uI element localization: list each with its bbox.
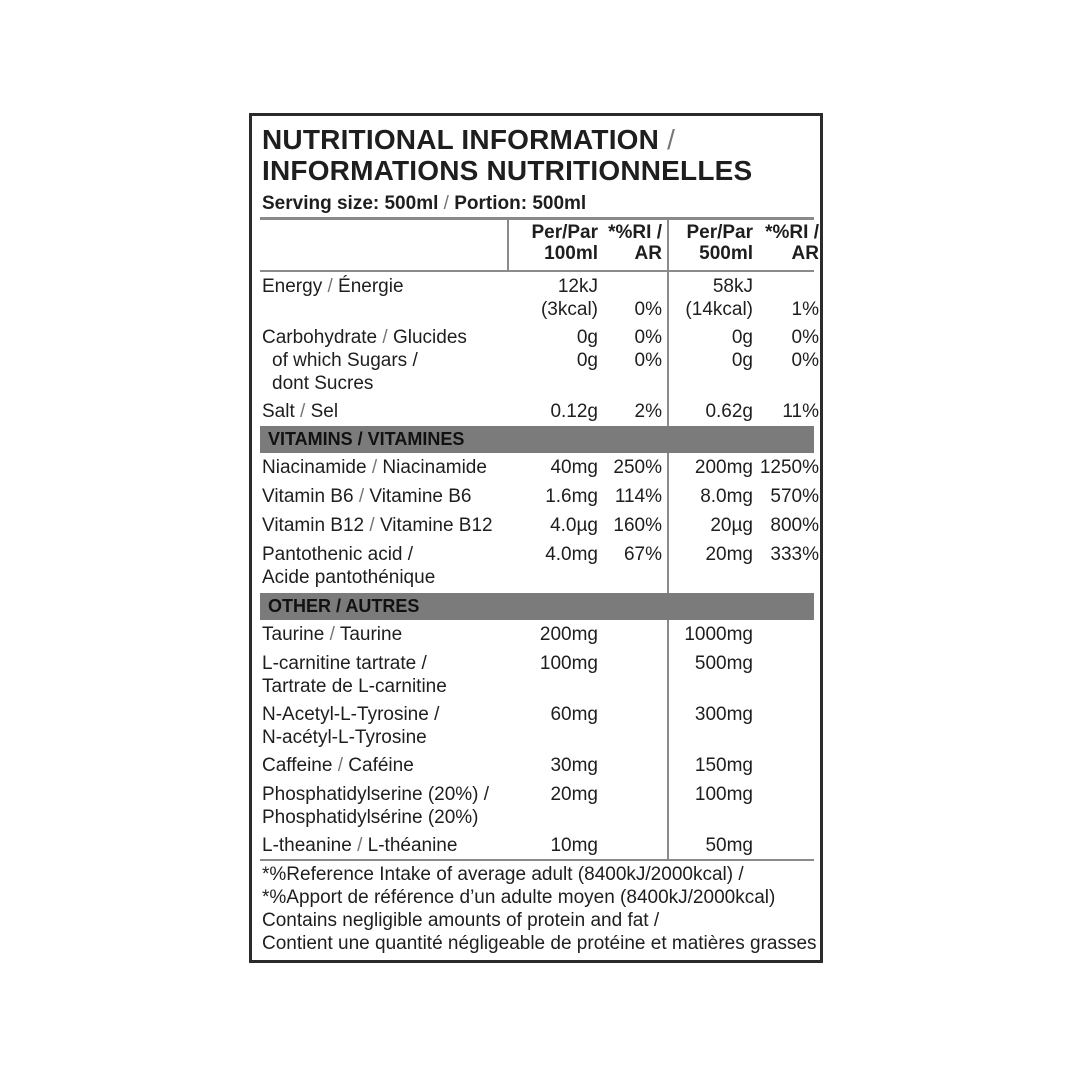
other-value-500: 150mg (694, 755, 753, 776)
footnote-ri-fr: *%Apport de référence d’un adulte moyen (8400kJ/2000kcal) (262, 887, 776, 908)
row-label (262, 652, 447, 698)
label-en: Caffeine (262, 755, 333, 776)
vitamins-section-header (260, 426, 814, 453)
energy-fr: Énergie (338, 276, 404, 297)
footnote-negligible-fr: Contient une quantité négligeable de protéine et matières grasses (262, 933, 817, 954)
serving-separator: / (443, 193, 449, 214)
row-label (262, 834, 457, 857)
other-value-100: 200mg (539, 624, 598, 645)
other-value-100: 10mg (550, 835, 598, 856)
row-salt-ri500: 11% (782, 401, 819, 422)
row-label (262, 703, 439, 749)
row-carb-100: 0g (576, 327, 598, 348)
divider-top (260, 217, 814, 220)
serving-french: Portion: 500ml (454, 193, 587, 214)
row-energy-500 (672, 275, 753, 321)
column-line-1 (507, 220, 509, 271)
other-value-100: 30mg (550, 755, 598, 776)
row-carb-500: 0g (731, 327, 753, 348)
label-en: Vitamin B6 (262, 486, 354, 507)
other-value-500: 100mg (694, 784, 753, 805)
row-label (262, 456, 487, 479)
vitamin-value-100: 1.6mg (545, 486, 598, 507)
row-label (262, 623, 402, 646)
row-label (262, 783, 489, 829)
vitamin-ri-100: 250% (613, 457, 662, 478)
energy-100-kcal: (3kcal) (540, 299, 598, 320)
title-separator: / (667, 124, 676, 155)
other-section-title: OTHER / AUTRES (268, 596, 420, 616)
vitamin-ri-500: 1250% (759, 457, 819, 478)
label-fr: N-acétyl-L-Tyrosine (262, 727, 427, 748)
label-en: Phosphatidylserine (20%) / (262, 784, 490, 805)
row-carb-label (262, 326, 467, 349)
other-value-100: 100mg (539, 653, 598, 674)
header-per100-bottom: 100ml (544, 243, 598, 264)
label-sep: / (371, 457, 378, 478)
row-salt-100: 0.12g (550, 401, 598, 422)
row-carb-ri100: 0% (634, 327, 662, 348)
carb-fr: Glucides (392, 327, 467, 348)
other-value-500: 50mg (705, 835, 753, 856)
header-ri-500-bottom: AR (791, 243, 819, 264)
footnote-negligible-en: Contains negligible amounts of protein and fat / (262, 910, 660, 931)
carb-sep: / (382, 327, 388, 348)
label-sep: / (358, 486, 365, 507)
sugars-fr: dont Sucres (272, 373, 374, 394)
serving-english: Serving size: 500ml (262, 193, 439, 214)
sugars-en: of which Sugars / (272, 350, 418, 371)
vitamin-ri-500: 800% (770, 515, 819, 536)
label-fr: Acide pantothénique (262, 567, 436, 588)
label-en: Vitamin B12 (262, 515, 365, 536)
other-value-500: 500mg (694, 653, 753, 674)
nutrition-label (249, 113, 823, 963)
energy-sep: / (327, 276, 333, 297)
label-fr: Vitamine B6 (369, 486, 472, 507)
energy-en: Energy (262, 276, 323, 297)
salt-en: Salt (262, 401, 295, 422)
header-ri-100-bottom: AR (634, 243, 662, 264)
title-english: NUTRITIONAL INFORMATION (262, 124, 660, 155)
label-fr: Taurine (339, 624, 403, 645)
row-salt-ri100: 2% (634, 401, 662, 422)
label-fr: Vitamine B12 (379, 515, 493, 536)
row-energy-label (262, 275, 404, 298)
other-value-500: 1000mg (684, 624, 753, 645)
header-per100 (517, 222, 598, 264)
vitamins-section-title: VITAMINS / VITAMINES (268, 429, 465, 449)
other-value-100: 60mg (550, 704, 598, 725)
divider-footer (260, 859, 814, 861)
vitamin-value-500: 20mg (705, 544, 753, 565)
other-value-500: 300mg (694, 704, 753, 725)
row-sugars-500: 0g (731, 350, 753, 371)
label-fr: Caféine (348, 755, 414, 776)
vitamin-ri-500: 333% (770, 544, 819, 565)
vitamin-value-500: 20µg (710, 515, 753, 536)
header-ri-500 (757, 222, 819, 264)
row-energy-ri100: 0% (634, 299, 662, 320)
vitamin-value-500: 8.0mg (700, 486, 753, 507)
row-label (262, 485, 471, 508)
header-per500-bottom: 500ml (699, 243, 753, 264)
label-sep: / (329, 624, 335, 645)
row-energy-ri500: 1% (791, 299, 819, 320)
salt-sep: / (300, 401, 306, 422)
label-sep: / (369, 515, 375, 536)
row-sugars-ri100: 0% (634, 350, 662, 371)
divider-header (260, 270, 814, 272)
other-value-100: 20mg (550, 784, 598, 805)
header-ri-500-top: *%RI / (765, 222, 819, 243)
row-sugars-label (272, 349, 418, 395)
header-per100-top: Per/Par (531, 222, 598, 243)
label-sep: / (357, 835, 363, 856)
header-per500-top: Per/Par (686, 222, 753, 243)
label-title (262, 124, 752, 186)
vitamin-value-100: 4.0µg (550, 515, 598, 536)
vitamin-ri-500: 570% (770, 486, 819, 507)
row-label (262, 543, 435, 589)
row-salt-label (262, 400, 338, 423)
vitamin-ri-100: 114% (614, 486, 662, 507)
label-sep: / (337, 755, 343, 776)
footnotes (262, 863, 817, 955)
serving-size (262, 193, 586, 215)
header-per500 (672, 222, 753, 264)
vitamin-value-100: 4.0mg (545, 544, 598, 565)
carb-en: Carbohydrate (262, 327, 378, 348)
footnote-ri-en: *%Reference Intake of average adult (8400kJ/2000kcal) / (262, 864, 744, 885)
vitamin-ri-100: 160% (613, 515, 662, 536)
row-energy-100 (517, 275, 598, 321)
vitamin-value-500: 200mg (694, 457, 753, 478)
vitamin-ri-100: 67% (623, 544, 662, 565)
label-fr: L-théanine (367, 835, 458, 856)
row-label (262, 514, 493, 537)
row-label (262, 754, 414, 777)
label-en: L-theanine (262, 835, 352, 856)
title-french: INFORMATIONS NUTRITIONNELLES (262, 155, 753, 186)
salt-fr: Sel (310, 401, 339, 422)
header-ri-100 (602, 222, 662, 264)
energy-500-kcal: (14kcal) (685, 299, 753, 320)
row-salt-500: 0.62g (705, 401, 753, 422)
vitamin-value-100: 40mg (550, 457, 598, 478)
label-en: N-Acetyl-L-Tyrosine / (262, 704, 440, 725)
energy-500-kj: 58kJ (712, 276, 753, 297)
row-carb-ri500: 0% (791, 327, 819, 348)
label-en: L-carnitine tartrate / (262, 653, 427, 674)
label-fr: Phosphatidylsérine (20%) (262, 807, 479, 828)
other-section-header (260, 593, 814, 620)
column-line-2 (667, 220, 669, 860)
header-ri-100-top: *%RI / (608, 222, 662, 243)
label-en: Niacinamide (262, 457, 367, 478)
label-en: Pantothenic acid / (262, 544, 414, 565)
label-en: Taurine (262, 624, 325, 645)
label-fr: Niacinamide (382, 457, 487, 478)
energy-100-kj: 12kJ (557, 276, 598, 297)
label-fr: Tartrate de L-carnitine (262, 676, 447, 697)
row-sugars-100: 0g (576, 350, 598, 371)
row-sugars-ri500: 0% (791, 350, 819, 371)
